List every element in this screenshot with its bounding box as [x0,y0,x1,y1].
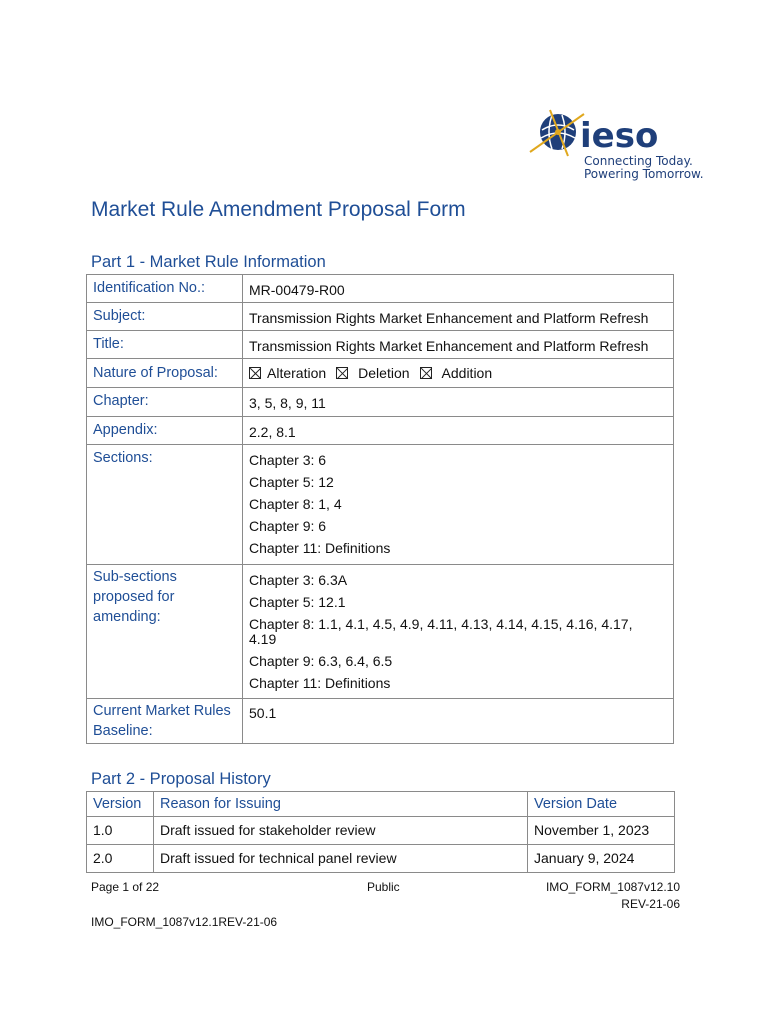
logo-wordmark: ieso [580,116,659,156]
subsections-values [243,565,674,699]
baseline-label: Current Market Rules Baseline: [87,699,243,744]
list-item: Chapter 3: 6 [249,452,327,468]
form-revision: REV-21-06 [621,897,680,911]
reason-header: Reason for Issuing [154,792,528,817]
reason-cell: Draft issued for technical panel review [154,845,528,873]
nature-options [243,359,674,388]
appendix-label: Appendix: [87,417,243,445]
subsections-label: Sub-sections proposed for amending: [87,565,243,699]
list-item: Chapter 11: Definitions [249,675,391,691]
table-row [87,565,674,699]
market-rule-info-table [86,274,674,744]
list-item: Chapter 3: 6.3A [249,572,348,588]
table-row [87,792,675,817]
classification: Public [367,880,400,894]
list-item: Chapter 11: Definitions [249,540,391,556]
list-item: Chapter 8: 1.1, 4.1, 4.5, 4.9, 4.11, 4.13, 4.14, 4.15, 4.16, 4.17, 4.19 [249,616,633,647]
globe-icon [528,108,586,168]
reason-cell: Draft issued for stakeholder review [154,817,528,845]
table-row [87,331,674,359]
version-cell: 1.0 [87,817,154,845]
sections-values [243,445,674,565]
page-number: Page 1 of 22 [91,880,160,894]
version-cell: 2.0 [87,845,154,873]
proposal-history-table [86,791,675,873]
ieso-logo [528,108,704,184]
title-value: Transmission Rights Market Enhancement and Platform Refresh [243,331,674,359]
part2-title: Part 2 - Proposal History [91,770,271,788]
table-row [87,417,674,445]
list-item: Chapter 9: 6 [249,518,327,534]
table-row [87,388,674,417]
alteration-checkbox[interactable] [249,367,261,379]
list-item: Chapter 5: 12.1 [249,594,346,610]
baseline-value: 50.1 [243,699,674,744]
subject-value: Transmission Rights Market Enhancement and Platform Refresh [243,303,674,331]
table-row [87,817,675,845]
form-id: IMO_FORM_1087v12.10 [545,880,680,894]
logo-tagline-1: Connecting Today. [584,154,693,168]
appendix-value: 2.2, 8.1 [243,417,674,445]
document-title: Market Rule Amendment Proposal Form [91,198,466,221]
list-item: Chapter 5: 12 [249,474,334,490]
list-item: Chapter 8: 1, 4 [249,496,342,512]
date-cell: January 9, 2024 [528,845,675,873]
title-label: Title: [87,331,243,359]
chapter-value: 3, 5, 8, 9, 11 [243,388,674,417]
id-label: Identification No.: [87,275,243,303]
list-item: Chapter 9: 6.3, 6.4, 6.5 [249,653,393,669]
chapter-label: Chapter: [87,388,243,417]
subject-label: Subject: [87,303,243,331]
table-row [87,275,674,303]
deletion-checkbox[interactable] [336,367,348,379]
logo-tagline-2: Powering Tomorrow. [584,167,704,181]
version-header: Version [87,792,154,817]
sections-label: Sections: [87,445,243,565]
table-row [87,699,674,744]
addition-checkbox[interactable] [420,367,432,379]
nature-label: Nature of Proposal: [87,359,243,388]
bottom-form-id: IMO_FORM_1087v12.1REV-21-06 [91,915,278,929]
version-date-header: Version Date [528,792,675,817]
table-row [87,359,674,388]
table-row [87,303,674,331]
addition-label: Addition [441,365,493,381]
table-row [87,845,675,873]
part1-title: Part 1 - Market Rule Information [91,253,326,271]
deletion-label: Deletion [358,365,410,381]
table-row [87,445,674,565]
alteration-label: Alteration [267,365,327,381]
date-cell: November 1, 2023 [528,817,675,845]
id-value: MR-00479-R00 [243,275,674,303]
